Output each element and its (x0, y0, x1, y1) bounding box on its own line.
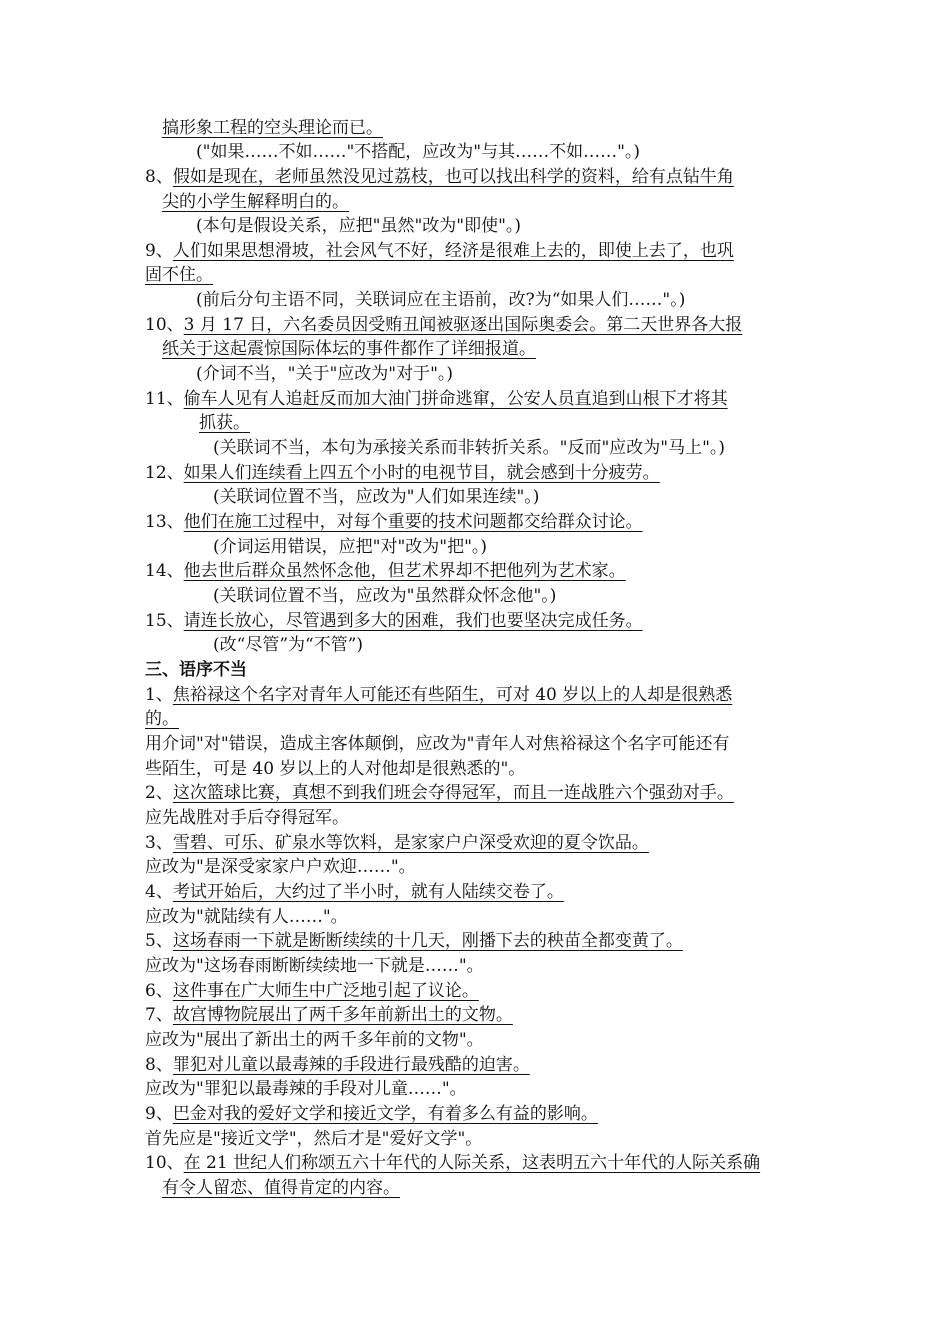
underlined-sentence: 搞形象工程的空头理论而已。 (162, 118, 383, 138)
text-line (213, 633, 363, 657)
text-line (213, 584, 556, 608)
text-line (145, 313, 742, 337)
text-line (213, 535, 487, 559)
line-text: 9、 (145, 1104, 173, 1124)
text-line (213, 436, 725, 460)
underlined-sentence: 他去世后群众虽然怀念他，但艺术界却不把他列为艺术家。 (183, 561, 626, 581)
text-line (145, 1077, 467, 1101)
text-line (162, 116, 383, 140)
line-text: (关联词不当，本句为承接关系而非转折关系。"反而"应改为"马上"。) (213, 438, 726, 458)
line-text: 应改为"是深受家家户户欢迎……"。 (145, 857, 416, 877)
underlined-sentence: 人们如果思想滑坡，社会风气不好，经济是很难上去的，即使上去了，也巩 (172, 241, 734, 261)
underlined-sentence: 这场春雨一下就是断断续续的十几天，刚播下去的秧苗全都变黄了。 (172, 931, 683, 951)
underlined-sentence: 他们在施工过程中，对每个重要的技术问题都交给群众讨论。 (183, 512, 643, 532)
line-text: (改“尽管”为“不管”) (213, 635, 364, 655)
text-line (145, 781, 734, 805)
underlined-sentence: 的。 (145, 709, 179, 729)
line-text: (关联词位置不当，应改为"人们如果连续"。) (213, 487, 540, 507)
text-line (145, 239, 734, 263)
line-text: (介词不当，"关于"应改为"对于"。) (196, 364, 454, 384)
underlined-sentence: 罪犯对儿童以最毒辣的手段进行最残酷的迫害。 (172, 1055, 530, 1075)
underlined-sentence: 这件事在广大师生中广泛地引起了议论。 (172, 981, 479, 1001)
text-line (145, 1151, 760, 1175)
line-text: 应改为"罪犯以最毒辣的手段对儿童……"。 (145, 1079, 467, 1099)
underlined-sentence: 假如是现在，老师虽然没见过荔枝，也可以找出科学的资料，给有点钻牛角 (172, 167, 734, 187)
text-line (145, 855, 416, 879)
text-line (145, 1127, 482, 1151)
line-text: 14、 (145, 561, 184, 581)
text-line (145, 510, 643, 534)
text-line (145, 461, 660, 485)
text-line (213, 485, 539, 509)
line-text: 15、 (145, 611, 184, 631)
text-line (145, 559, 626, 583)
text-line (145, 1028, 484, 1052)
line-text: 首先应是"接近文学"，然后才是"爱好文学"。 (145, 1129, 483, 1149)
text-line (162, 190, 349, 214)
text-line (145, 1053, 530, 1077)
line-text: 应改为"这场春雨断断续续地一下就是……"。 (145, 956, 484, 976)
line-text: 应改为"就陆续有人……"。 (145, 907, 348, 927)
line-text: 3、 (145, 833, 173, 853)
line-text: 9、 (145, 241, 173, 261)
text-line (145, 165, 734, 189)
line-text: 些陌生，可是 40 岁以上的人对他却是很熟悉的"。 (145, 759, 526, 779)
underlined-sentence: 偷车人见有人追赶反而加大油门拼命逃窜，公安人员直追到山根下才将其 (183, 389, 728, 409)
text-line (145, 929, 683, 953)
line-text: ("如果……不如……"不搭配，应改为"与其……不如……"。) (196, 142, 641, 162)
text-line (145, 609, 643, 633)
text-line (145, 979, 479, 1003)
text-line (196, 362, 453, 386)
underlined-sentence: 3 月 17 日，六名委员因受贿丑闻被驱逐出国际奥委会。第二天世界各大报 (183, 315, 743, 335)
text-line (145, 707, 179, 731)
line-text: 4、 (145, 882, 173, 902)
text-line (162, 337, 536, 361)
text-line (145, 757, 525, 781)
text-line (162, 1176, 400, 1200)
underlined-sentence: 雪碧、可乐、矿泉水等饮料，是家家户户深受欢迎的夏令饮品。 (172, 833, 649, 853)
line-text: 2、 (145, 783, 173, 803)
line-text: 8、 (145, 1055, 173, 1075)
underlined-sentence: 这次篮球比赛，真想不到我们班会夺得冠军，而且一连战胜六个强劲对手。 (172, 783, 734, 803)
text-line (196, 214, 521, 238)
line-text: (前后分句主语不同，关联词应在主语前，改?为“如果人们……"。) (196, 290, 686, 310)
text-line (145, 732, 729, 756)
line-text: 13、 (145, 512, 184, 532)
line-text: 应先战胜对手后夺得冠军。 (145, 808, 349, 828)
line-text: (关联词位置不当，应改为"虽然群众怀念他"。) (213, 586, 557, 606)
text-line (145, 263, 213, 287)
underlined-sentence: 如果人们连续看上四五个小时的电视节目，就会感到十分疲劳。 (183, 463, 660, 483)
text-line (145, 954, 484, 978)
underlined-sentence: 有令人留恋、值得肯定的内容。 (162, 1178, 400, 1198)
text-line (199, 411, 250, 435)
text-line (196, 140, 640, 164)
text-line (145, 387, 728, 411)
line-text: 10、 (145, 1153, 184, 1173)
line-text: 三、语序不当 (145, 660, 247, 680)
line-text: 12、 (145, 463, 184, 483)
text-line (145, 806, 349, 830)
line-text: 应改为"展出了新出土的两千多年前的文物"。 (145, 1030, 484, 1050)
line-text: 6、 (145, 981, 173, 1001)
underlined-sentence: 巴金对我的爱好文学和接近文学，有着多么有益的影响。 (172, 1104, 598, 1124)
line-text: 用介词"对"错误，造成主客体颠倒，应改为"青年人对焦裕禄这个名字可能还有 (145, 734, 730, 754)
line-text: (本句是假设关系，应把"虽然"改为"即使"。) (196, 216, 522, 236)
underlined-sentence: 焦裕禄这个名字对青年人可能还有些陌生，可对 40 岁以上的人却是很熟悉 (172, 685, 733, 705)
line-text: (介词运用错误，应把"对"改为"把"。) (213, 537, 488, 557)
underlined-sentence: 尖的小学生解释明白的。 (162, 192, 349, 212)
line-text: 7、 (145, 1005, 173, 1025)
section-heading (145, 658, 247, 682)
text-line (145, 683, 732, 707)
text-line (145, 831, 649, 855)
line-text: 8、 (145, 167, 173, 187)
line-text: 1、 (145, 685, 173, 705)
underlined-sentence: 故宫博物院展出了两千多年前新出土的文物。 (172, 1005, 513, 1025)
underlined-sentence: 请连长放心，尽管遇到多大的困难，我们也要坚决完成任务。 (183, 611, 643, 631)
underlined-sentence: 固不住。 (145, 265, 213, 285)
line-text: 5、 (145, 931, 173, 951)
text-line (145, 1102, 598, 1126)
line-text: 10、 (145, 315, 184, 335)
text-line (145, 905, 348, 929)
text-line (196, 288, 685, 312)
underlined-sentence: 纸关于这起震惊国际体坛的事件都作了详细报道。 (162, 339, 536, 359)
underlined-sentence: 抓获。 (199, 413, 250, 433)
text-line (145, 880, 564, 904)
underlined-sentence: 考试开始后，大约过了半小时，就有人陆续交卷了。 (172, 882, 564, 902)
underlined-sentence: 在 21 世纪人们称颂五六十年代的人际关系，这表明五六十年代的人际关系确 (183, 1153, 761, 1173)
text-line (145, 1003, 513, 1027)
line-text: 11、 (145, 389, 184, 409)
